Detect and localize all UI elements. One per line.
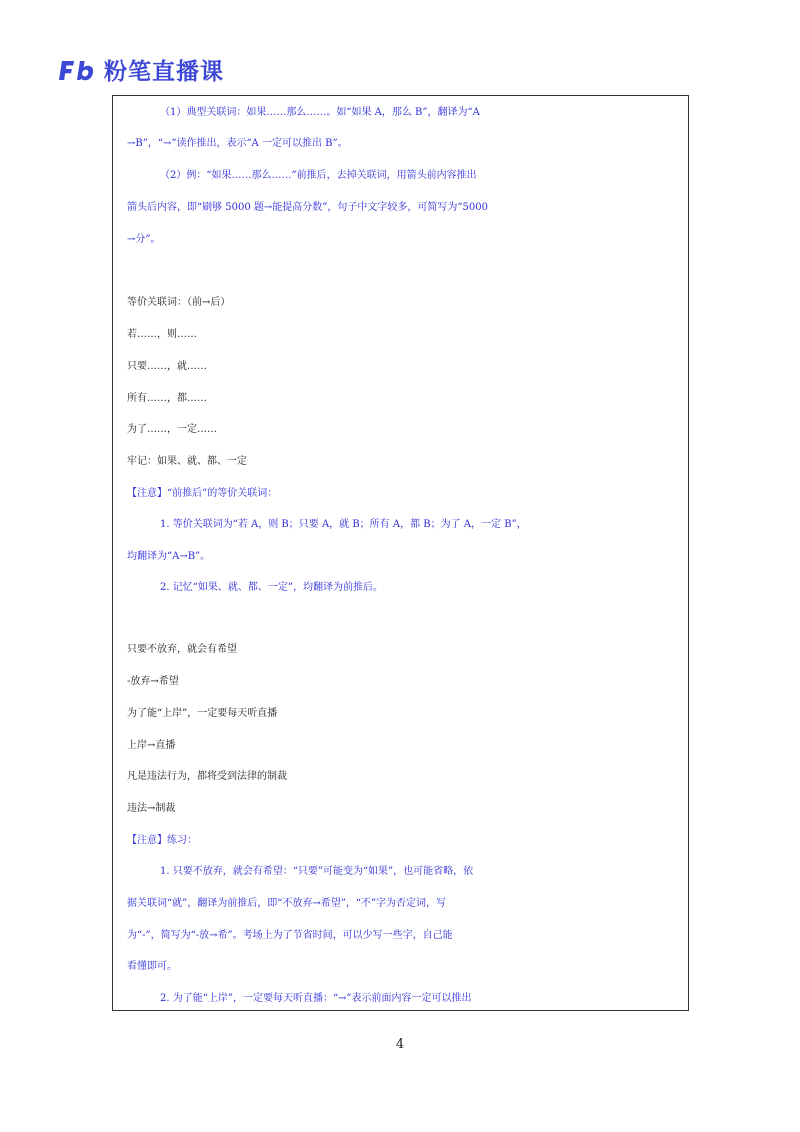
text-line: 为“-”，简写为“-放→希”。考场上为了节省时间，可以少写一些字，自己能 — [127, 930, 453, 941]
text-line: 牢记：如果、就、都、一定 — [127, 456, 247, 467]
fb-logo-icon — [57, 58, 95, 82]
page-number: 4 — [395, 1037, 405, 1052]
text-line: （1）典型关联词：如果……那么……。如“如果 A，那么 B”，翻译为“A — [160, 107, 480, 118]
text-line: →分”。 — [127, 234, 161, 245]
text-line: 上岸→直播 — [127, 740, 176, 751]
text-line: 只要不放弃，就会有希望 — [127, 644, 237, 655]
text-line: 等价关联词：（前→后） — [127, 297, 231, 308]
text-line: 为了……，一定…… — [127, 424, 217, 435]
text-line: 若……，则…… — [127, 329, 197, 340]
text-line: 违法→制裁 — [127, 803, 176, 814]
text-line: 【注意】“前推后”的等价关联词： — [127, 488, 278, 499]
text-line: 看懂即可。 — [127, 961, 177, 972]
text-line: 均翻译为“A→B”。 — [127, 551, 211, 562]
brand-logo — [57, 53, 224, 86]
text-line: 【注意】练习： — [127, 835, 197, 846]
content-box — [112, 95, 689, 1011]
text-line: 2. 记忆“如果、就、都、一定”，均翻译为前推后。 — [160, 582, 383, 593]
text-line: 只要……，就…… — [127, 361, 207, 372]
text-line: 箭头后内容，即“刷够 5000 题→能提高分数”，句子中文字较多，可简写为“5000 — [127, 202, 488, 213]
text-line: →B”，“→”读作推出，表示“A 一定可以推出 B”。 — [127, 138, 348, 149]
text-line: -放弃→希望 — [127, 676, 179, 687]
text-line: 为了能“上岸”，一定要每天听直播 — [127, 708, 278, 719]
text-line: 1. 等价关联词为“若 A，则 B；只要 A，就 B；所有 A，都 B；为了 A，一定 B”， — [160, 519, 527, 530]
text-line: 据关联词“就”，翻译为前推后，即“不放弃→希望”，“不”字为否定词，写 — [127, 898, 447, 909]
text-line: 1. 只要不放弃，就会有希望：“只要”可能变为“如果”，也可能省略，依 — [160, 866, 474, 877]
text-line: 2. 为了能“上岸”，一定要每天听直播：“→”表示前面内容一定可以推出 — [160, 993, 472, 1004]
text-line: 所有……，都…… — [127, 393, 207, 404]
brand-name: 粉笔直播课 — [104, 59, 224, 85]
text-line: （2）例：“如果……那么……”前推后，去掉关联词，用箭头前内容推出 — [160, 170, 477, 181]
text-line: 凡是违法行为，都将受到法律的制裁 — [127, 771, 287, 782]
